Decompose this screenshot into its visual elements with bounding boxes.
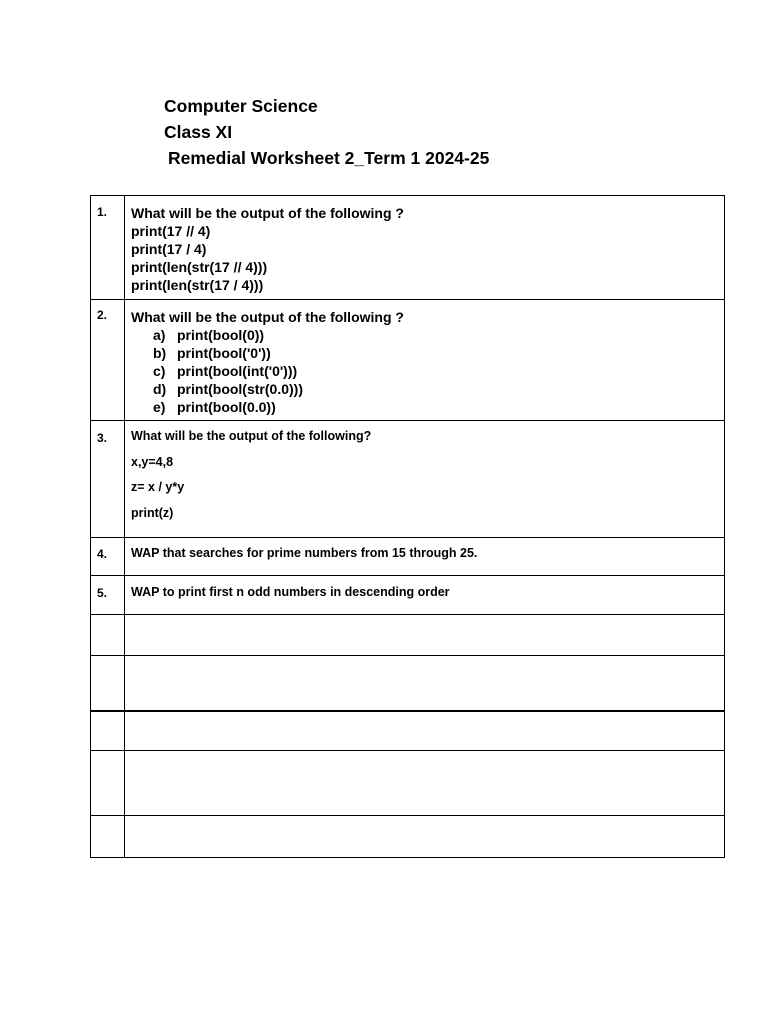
empty-row [91,751,725,816]
empty-row [91,615,725,656]
question-2-content [125,300,725,421]
worksheet-header [164,93,489,171]
empty-number-cell [91,816,125,858]
question-row-3 [91,421,725,538]
empty-row [91,816,725,858]
option-code: print(bool(str(0.0))) [177,381,303,397]
questions-table [90,195,725,858]
question-number: 4. [91,538,125,576]
code-line: print(17 // 4) [131,223,211,239]
question-3-content [125,421,725,538]
empty-content-cell [125,816,725,858]
code-line: x,y=4,8 [131,454,174,469]
code-line: z= x / y*y [131,480,185,494]
question-5-content [125,576,725,615]
empty-number-cell [91,751,125,816]
option-label: b) [153,345,167,361]
option-item [153,362,724,380]
empty-row [91,656,725,711]
option-label: d) [153,381,167,397]
empty-content-cell [125,751,725,816]
empty-number-cell [91,615,125,656]
code-line: print(17 / 4) [131,241,207,257]
option-item [153,380,724,398]
question-prompt: What will be the output of the following ? [131,205,404,221]
empty-content-cell [125,711,725,751]
question-prompt: What will be the output of the following? [131,429,372,443]
option-code: print(bool(int('0'))) [177,363,298,379]
option-code: print(bool('0')) [177,345,271,361]
code-line: print(z) [131,505,174,520]
option-item [153,398,724,416]
empty-content-cell [125,656,725,711]
option-code: print(bool(0)) [177,327,265,343]
question-4-content [125,538,725,576]
code-line: print(len(str(17 // 4))) [131,259,268,275]
empty-row [91,711,725,751]
question-row-2 [91,300,725,421]
option-item [153,344,724,362]
question-prompt: WAP to print first n odd numbers in descending order [131,585,450,599]
question-row-5 [91,576,725,615]
question-number: 3. [91,421,125,538]
question-prompt: What will be the output of the following ? [131,309,404,325]
option-item [153,326,724,344]
subject-title: Computer Science [164,96,318,116]
option-code: print(bool(0.0)) [177,399,276,415]
question-1-content [125,196,725,300]
option-label: a) [153,327,166,343]
options-list [131,326,724,416]
empty-content-cell [125,615,725,656]
question-number: 2. [91,300,125,421]
empty-number-cell [91,711,125,751]
empty-number-cell [91,656,125,711]
class-title: Class XI [164,122,233,142]
code-line: print(len(str(17 / 4))) [131,277,264,293]
option-label: c) [153,363,166,379]
question-number: 1. [91,196,125,300]
question-number: 5. [91,576,125,615]
worksheet-title: Remedial Worksheet 2_Term 1 2024-25 [168,148,490,168]
option-label: e) [153,399,166,415]
question-prompt: WAP that searches for prime numbers from 15 through 25. [131,546,478,560]
question-row-4 [91,538,725,576]
question-row-1 [91,196,725,300]
